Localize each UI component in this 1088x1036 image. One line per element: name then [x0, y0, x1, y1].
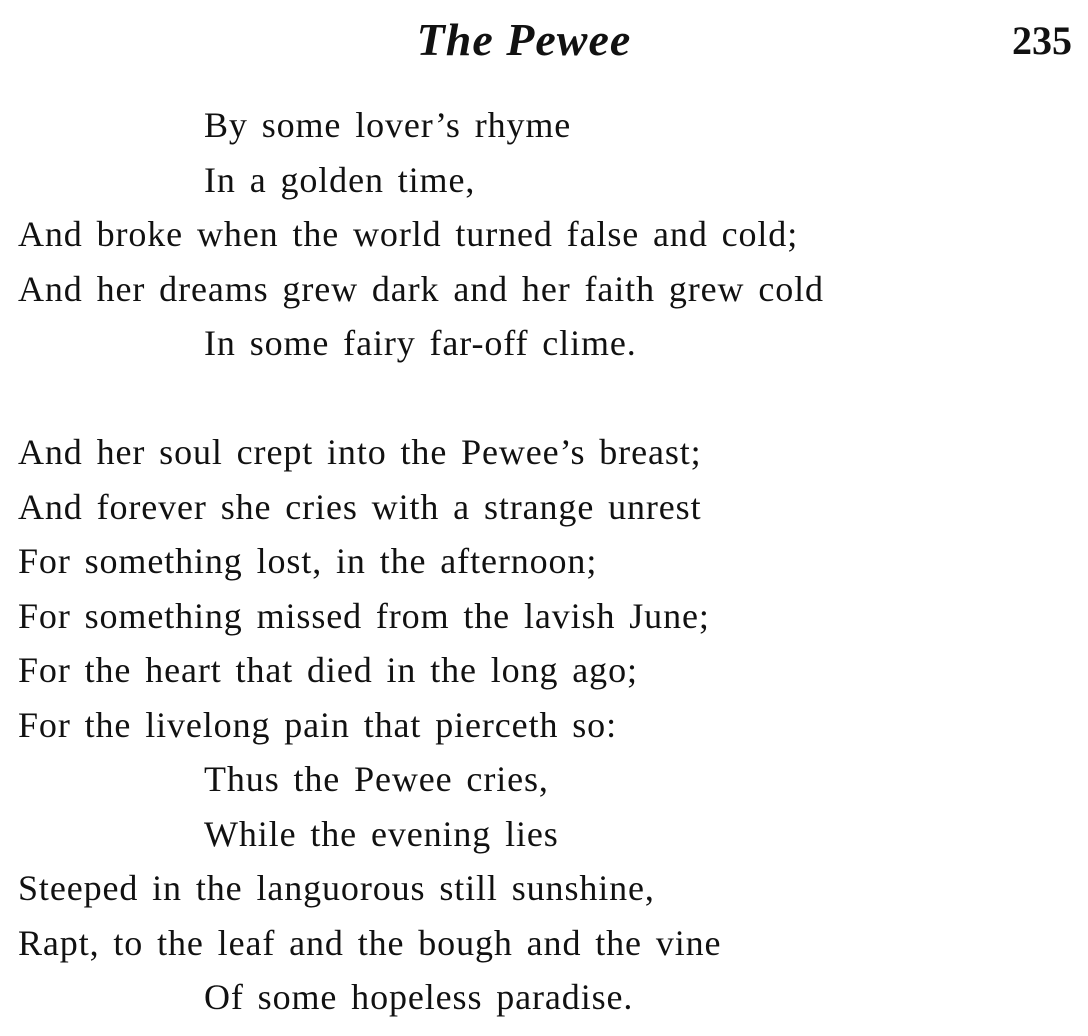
poem-line: For something lost, in the afternoon;	[18, 541, 598, 581]
poem-line: For the livelong pain that pierceth so:	[18, 704, 617, 745]
poem-line: For the heart that died in the long ago;	[18, 650, 638, 690]
poem-line: Rapt, to the leaf and the bough and the vine	[18, 922, 722, 963]
poem-line: And her soul crept into the Pewee’s breast;	[18, 432, 702, 472]
poem-line: Thus the Pewee cries,	[204, 759, 549, 799]
poem-line: For something missed from the lavish June;	[18, 595, 710, 636]
poem-line: While the evening lies	[204, 813, 559, 854]
poem-line: In a golden time,	[204, 159, 476, 200]
poem-line: Of some hopeless paradise.	[204, 977, 634, 1017]
poem-line: And her dreams grew dark and her faith grew cold	[18, 268, 824, 309]
poem-line: In some fairy far-off clime.	[204, 323, 637, 363]
stanza-1	[18, 98, 1078, 371]
poem-line: And broke when the world turned false and cold;	[18, 214, 799, 254]
stanza-2	[18, 425, 1078, 1025]
poem-line: By some lover’s rhyme	[204, 105, 572, 145]
stanza-break	[18, 371, 1078, 426]
poem	[18, 98, 1078, 1025]
running-title: The Pewee	[416, 14, 632, 65]
poem-line: And forever she cries with a strange unrest	[18, 486, 702, 527]
poem-line: Steeped in the languorous still sunshine,	[18, 868, 655, 908]
page-number: 235	[1012, 18, 1072, 63]
